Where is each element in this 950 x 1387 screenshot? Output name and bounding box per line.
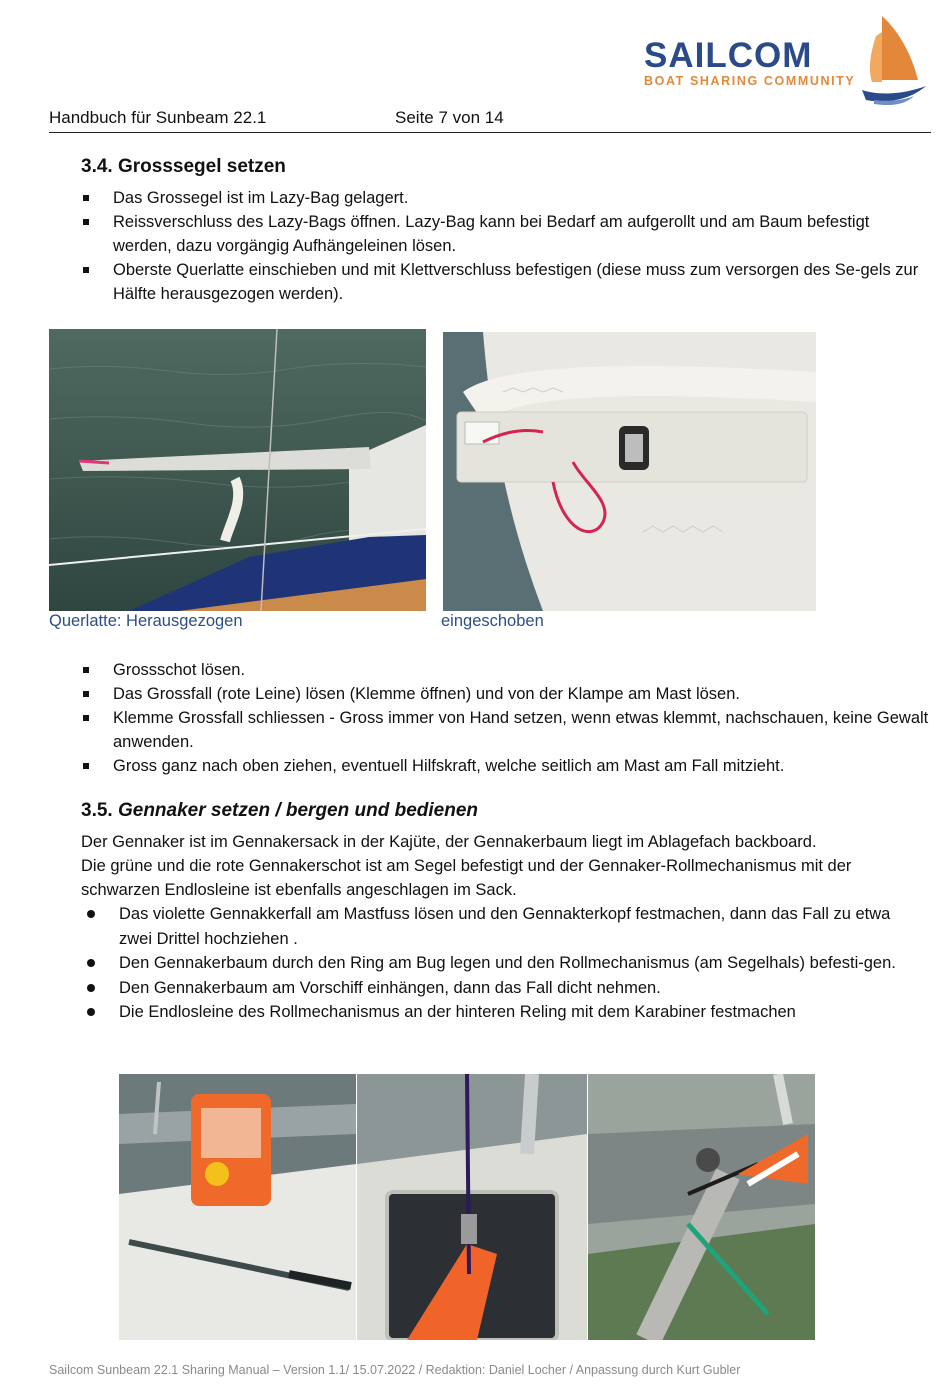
paragraph: Die grüne und die rote Gennakerschot ist am Segel befestigt und der Gennaker-Rollmechanismus mit der schwarzen Endlosleine ist ebenfalls angeschlagen im Sack. [81,857,852,899]
section-3-5-number: 3.5. [81,800,118,821]
photo-gennaker-hatch [357,1074,587,1340]
photo-batten-inserted [443,332,816,611]
section-3-4-bullet-list [81,186,931,306]
list-item: Das Grossfall (rote Leine) lösen (Klemme öffnen) und von der Klampe am Mast lösen. [81,682,931,706]
section-3-5-title: Gennaker setzen / bergen und bedienen [117,800,479,821]
sail-logo-icon [860,14,930,106]
list-item: Den Gennakerbaum am Vorschiff einhängen, dann das Fall dicht nehmen. [81,976,911,1001]
photo-batten-pulled-out [49,329,426,611]
list-item: Gross ganz nach oben ziehen, eventuell Hilfskraft, welche seitlich am Mast am Fall mitzieht. [81,754,931,778]
paragraph: Der Gennaker ist im Gennakersack in der Kajüte, der Gennakerbaum liegt im Ablagefach backboard. [81,833,817,851]
logo-wordmark: SAILCOM [644,36,813,75]
photo-gennaker-bag [119,1074,356,1340]
section-3-5-intro [81,830,931,902]
section-3-5-heading [81,800,478,822]
list-item: Reissverschluss des Lazy-Bags öffnen. Lazy-Bag kann bei Bedarf am aufgerollt und am Baum befestigt werden, dazu vorgängig Aufhängeleinen lösen. [81,210,931,258]
header-divider [49,132,931,133]
section-3-4-heading: 3.4. Grosssegel setzen [81,156,286,177]
logo-tagline: BOAT SHARING COMMUNITY [644,74,856,88]
caption-inserted: eingeschoben [441,612,544,630]
page-number: Seite 7 von 14 [395,108,504,127]
sailcom-logo [638,14,928,106]
mainsail-steps-list [81,658,931,778]
document-title: Handbuch für Sunbeam 22.1 [49,108,267,127]
list-item: Die Endlosleine des Rollmechanismus an der hinteren Reling mit dem Karabiner festmachen [81,1000,911,1025]
page-footer: Sailcom Sunbeam 22.1 Sharing Manual – Version 1.1/ 15.07.2022 / Redaktion: Daniel Locher / Anpassung durch Kurt Gubler [49,1363,741,1377]
list-item: Oberste Querlatte einschieben und mit Klettverschluss befestigen (diese muss zum versorgen des Se-gels zur Hälfte herausgezogen werden). [81,258,931,306]
photo-gennaker-roller [588,1074,815,1340]
list-item: Das violette Gennakkerfall am Mastfuss lösen und den Gennakterkopf festmachen, dann das Fall zu etwa zwei Drittel hochziehen . [81,902,911,951]
list-item: Den Gennakerbaum durch den Ring am Bug legen und den Rollmechanismus (am Segelhals) befesti-gen. [81,951,911,976]
list-item: Grossschot lösen. [81,658,931,682]
gennaker-steps-list [81,902,911,1025]
caption-pulled-out: Querlatte: Herausgezogen [49,612,243,630]
list-item: Klemme Grossfall schliessen - Gross immer von Hand setzen, wenn etwas klemmt, nachschauen, keine Gewalt anwenden. [81,706,931,754]
list-item: Das Grossegel ist im Lazy-Bag gelagert. [81,186,931,210]
